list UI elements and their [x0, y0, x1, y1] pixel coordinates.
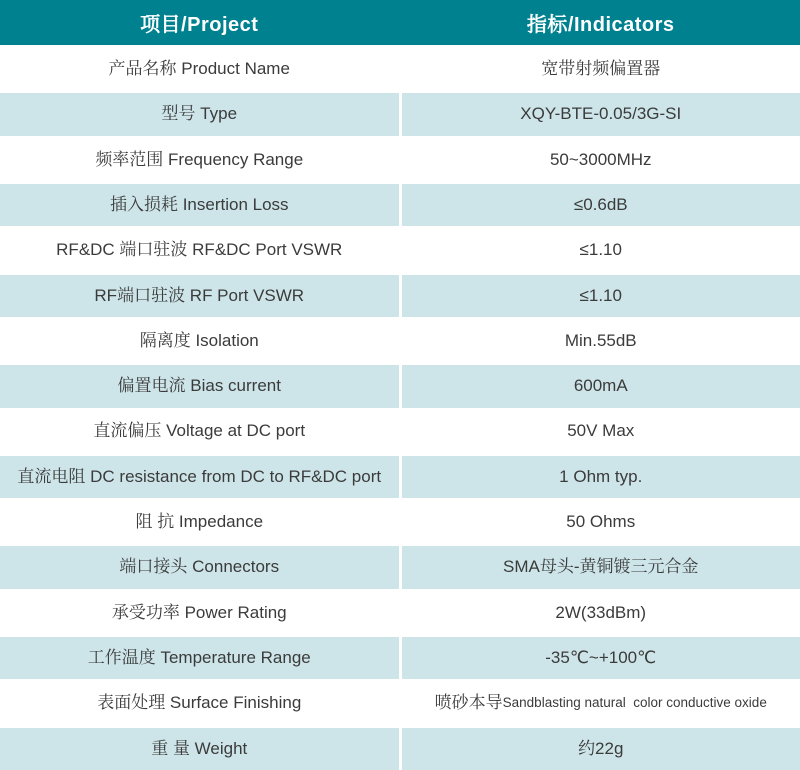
table-row-connectors [0, 546, 800, 588]
header-indicators: 指标/Indicators [526, 14, 675, 36]
row-value [402, 682, 800, 724]
row-value: 600mA [402, 365, 800, 407]
row-label: 阻 抗 Impedance [0, 501, 399, 543]
row-value: 50V Max [402, 411, 800, 453]
surface-finishing-value-en: Sandblasting natural color conductive oxide [502, 695, 767, 711]
row-label: RF端口驻波 RF Port VSWR [0, 275, 399, 317]
table-row-bias-current [0, 365, 800, 407]
table-row-dc-resistance [0, 456, 800, 498]
table-row-isolation [0, 320, 800, 362]
surface-finishing-value-cn: 喷砂本导 [434, 693, 503, 713]
table-row-surface-finishing [0, 682, 800, 724]
row-label: 频率范围 Frequency Range [0, 139, 399, 181]
row-label: RF&DC 端口驻波 RF&DC Port VSWR [0, 229, 399, 271]
table-row-temperature-range [0, 637, 800, 679]
row-label: 端口接头 Connectors [0, 546, 399, 588]
row-label: 产品名称 Product Name [0, 48, 399, 90]
row-label: 插入损耗 Insertion Loss [0, 184, 399, 226]
row-value: ≤1.10 [402, 275, 800, 317]
table-row-impedance [0, 501, 800, 543]
row-value: 1 Ohm typ. [402, 456, 800, 498]
row-value: 50 Ohms [402, 501, 800, 543]
row-value: SMA母头-黄铜镀三元合金 [402, 546, 800, 588]
row-value: ≤1.10 [402, 229, 800, 271]
row-label: 型号 Type [0, 93, 399, 135]
row-label: 表面处理 Surface Finishing [0, 682, 399, 724]
table-row-voltage-dc-port [0, 411, 800, 453]
table-row-product-name [0, 48, 800, 90]
row-value: 50~3000MHz [402, 139, 800, 181]
row-label: 直流电阻 DC resistance from DC to RF&DC port [0, 456, 399, 498]
table-header-row [0, 0, 800, 45]
row-label: 直流偏压 Voltage at DC port [0, 411, 399, 453]
table-row-type [0, 93, 800, 135]
row-label: 工作温度 Temperature Range [0, 637, 399, 679]
row-value: 2W(33dBm) [402, 592, 800, 634]
table-row-weight [0, 728, 800, 770]
row-value: 约22g [402, 728, 800, 770]
row-value: ≤0.6dB [402, 184, 800, 226]
table-row-power-rating [0, 592, 800, 634]
table-row-rfdc-port-vswr [0, 229, 800, 271]
row-label: 偏置电流 Bias current [0, 365, 399, 407]
row-label: 重 量 Weight [0, 728, 399, 770]
row-value: XQY-BTE-0.05/3G-SI [402, 93, 800, 135]
row-value: 宽带射频偏置器 [402, 48, 800, 90]
header-project: 项目/Project [140, 14, 259, 36]
table-row-frequency-range [0, 139, 800, 181]
row-value: -35℃~+100℃ [402, 637, 800, 679]
row-label: 承受功率 Power Rating [0, 592, 399, 634]
table-row-insertion-loss [0, 184, 800, 226]
table-row-rf-port-vswr [0, 275, 800, 317]
row-label: 隔离度 Isolation [0, 320, 399, 362]
row-value: Min.55dB [402, 320, 800, 362]
